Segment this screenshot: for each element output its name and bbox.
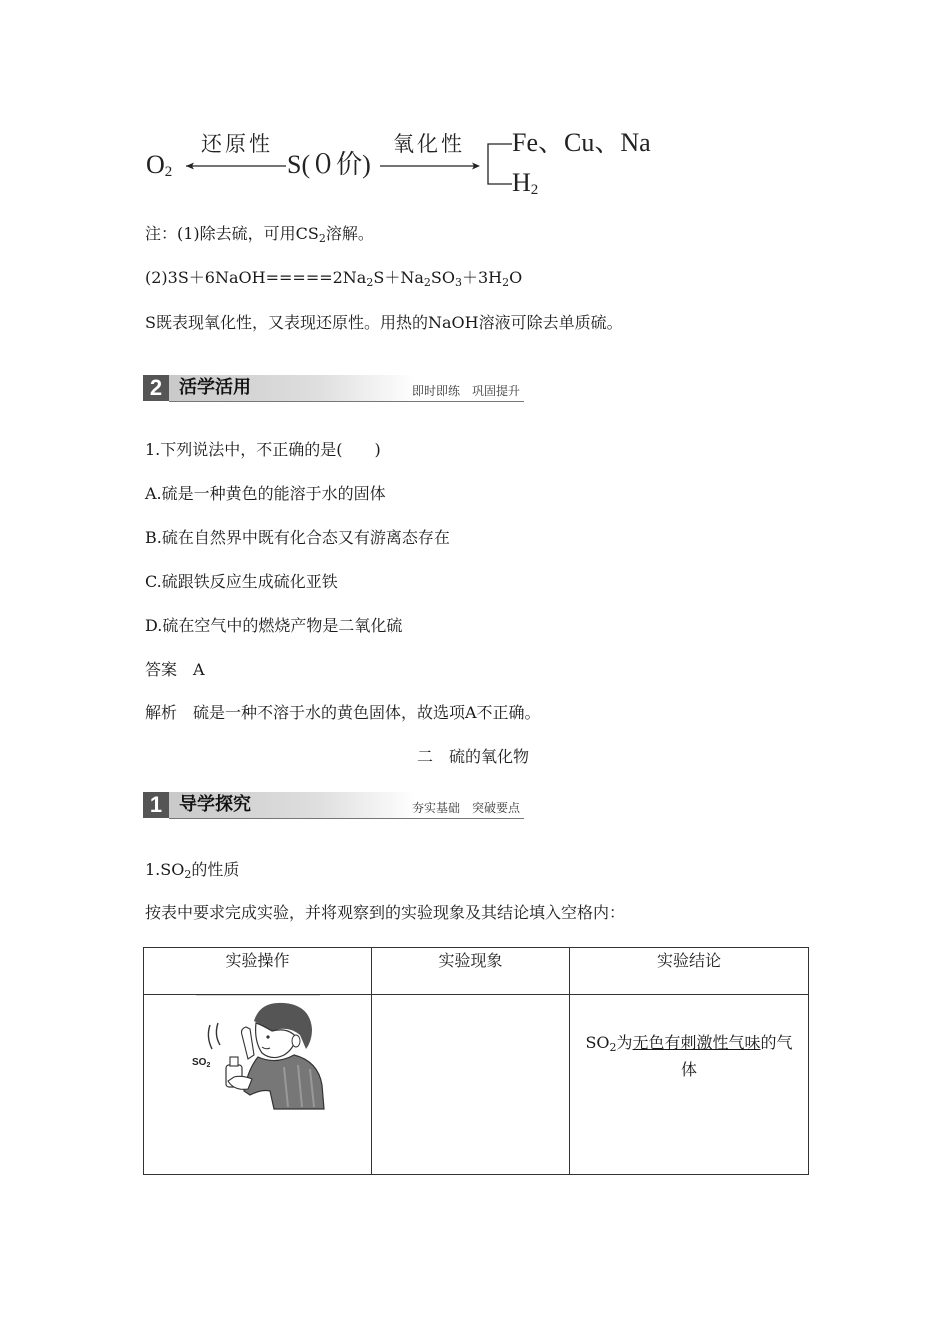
banner-rule: [169, 401, 524, 402]
option-d: D.硫在空气中的燃烧产物是二氧化硫: [145, 616, 403, 635]
reducibility-label: 还原性: [201, 132, 273, 156]
section-title: 导学探究: [179, 794, 251, 815]
so2-properties-title: $1.SO_2$的性质: [145, 860, 240, 881]
header-phenomenon: 实验现象: [372, 948, 570, 995]
conclusion-answer: 无色有刺激性气味: [632, 1033, 761, 1052]
phenomenon-cell: [372, 995, 570, 1175]
heading-sulfur-oxides: 二 硫的氧化物: [417, 747, 530, 766]
option-b: B.硫在自然界中既有化合态又有游离态存在: [145, 528, 450, 547]
section-tagline: 即时即练 巩固提升: [411, 384, 520, 398]
option-a: A.硫是一种黄色的能溶于水的固体: [145, 484, 386, 503]
header-operation: 实验操作: [144, 948, 372, 995]
conclusion-cell: $SO_2$为无色有刺激性气味的气体: [570, 995, 809, 1175]
answer: 答案 A: [145, 660, 205, 679]
section-title: 活学活用: [179, 377, 251, 398]
section-banner-guided-study: [143, 791, 524, 819]
section-tagline: 夯实基础 突破要点: [411, 801, 520, 815]
note-2-equation: $(2)3S+6NaOH=====2Na_2S+Na_2SO_3+3H_2O$: [145, 268, 523, 289]
note-1: 注：(1)除去硫，可用$CS_2$溶解。: [145, 224, 374, 245]
analysis: 解析 硫是一种不溶于水的黄色固体，故选项A不正确。: [145, 703, 541, 722]
table-row: [144, 995, 809, 1175]
section-number: 2: [143, 375, 169, 401]
hydrogen-product: H2: [512, 168, 539, 198]
operation-cell: [144, 995, 372, 1175]
oxygen-formula: O2: [146, 150, 173, 180]
illustration-gas-label: $SO_2$: [192, 1057, 211, 1069]
metal-products: Fe、Cu、Na: [512, 128, 651, 157]
smelling-gas-illustration: [188, 995, 348, 1123]
section-banner-practice: [143, 374, 524, 402]
header-conclusion: 实验结论: [570, 948, 809, 995]
section-number: 1: [143, 792, 169, 818]
question-stem: 1.下列说法中，不正确的是( ): [145, 440, 381, 459]
experiment-table: [143, 947, 809, 1175]
oxidizability-label: 氧化性: [393, 132, 465, 156]
instruction: 按表中要求完成实验，并将观察到的实验现象及其结论填入空格内：: [145, 903, 626, 922]
product-bracket: [484, 140, 514, 188]
table-header-row: [144, 948, 809, 995]
option-c: C.硫跟铁反应生成硫化亚铁: [145, 572, 338, 591]
banner-rule: [169, 818, 524, 819]
sulfur-zero-valence: S(０价): [287, 150, 371, 179]
note-3: S既表现氧化性，又表现还原性。用热的NaOH溶液可除去单质硫。: [145, 313, 623, 332]
